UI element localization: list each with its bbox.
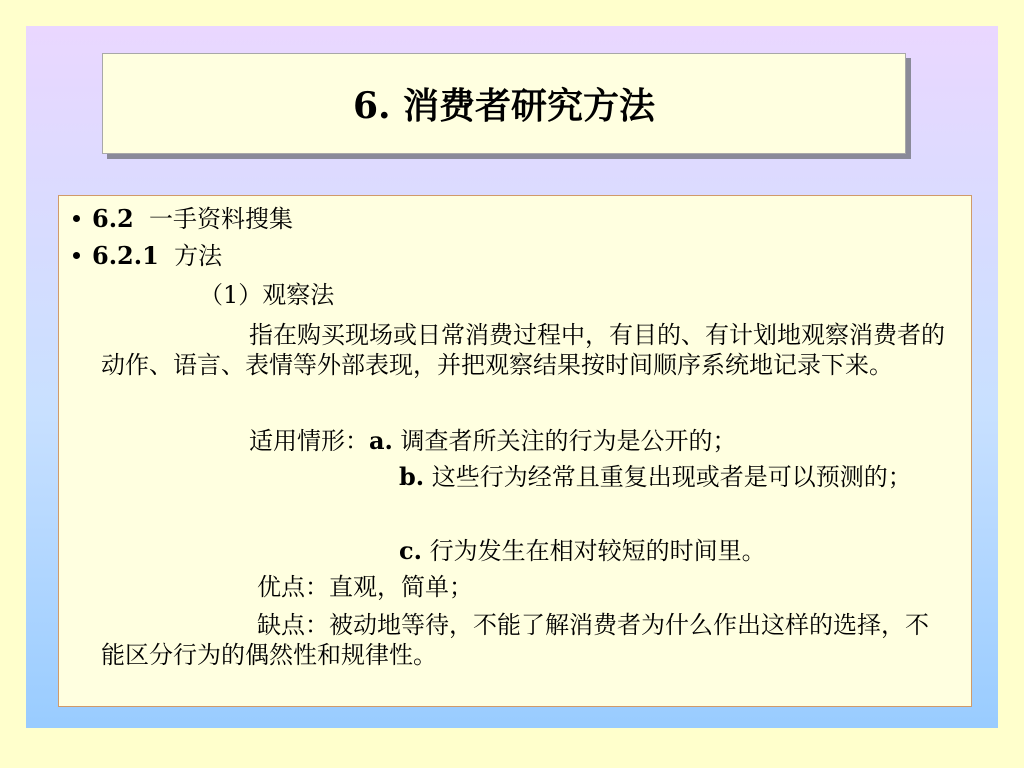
condition-text: 这些行为经常且重复出现或者是可以预测的； xyxy=(431,463,912,491)
condition-letter: a. xyxy=(369,426,393,455)
bullet-number: 6.2.1 xyxy=(92,241,159,270)
bullet-text: 方法 xyxy=(174,242,223,270)
slide-background xyxy=(26,26,998,728)
condition-text: 行为发生在相对较短的时间里。 xyxy=(429,537,766,565)
condition-text: 调查者所关注的行为是公开的； xyxy=(400,427,737,455)
bullet-item xyxy=(73,241,222,271)
advantages-text: 优点：直观，简单； xyxy=(257,573,473,601)
condition-letter: b. xyxy=(399,462,425,491)
bullet-text: 一手资料搜集 xyxy=(149,205,294,233)
applicable-line xyxy=(249,426,737,456)
applicable-label: 适用情形： xyxy=(249,427,369,455)
content-box xyxy=(58,195,972,707)
condition-b xyxy=(101,462,947,492)
method-definition: 指在购买现场或日常消费过程中，有目的、有计划地观察消费者的动作、语言、表情等外部表现，并把观察结果按时间顺序系统地记录下来。 xyxy=(101,321,945,379)
slide-title: 6. 消费者研究方法 xyxy=(352,85,656,127)
bullet-dot-icon xyxy=(73,252,80,259)
bullet-dot-icon xyxy=(73,215,80,222)
disadvantages-text: 缺点：被动地等待，不能了解消费者为什么作出这样的选择，不能区分行为的偶然性和规律性。 xyxy=(101,611,929,669)
bullet-item xyxy=(73,204,293,234)
method-heading: （1）观察法 xyxy=(199,281,335,309)
condition-c xyxy=(399,536,766,566)
bullet-number: 6.2 xyxy=(92,204,134,233)
condition-letter: c. xyxy=(399,536,422,565)
title-box xyxy=(102,53,906,154)
